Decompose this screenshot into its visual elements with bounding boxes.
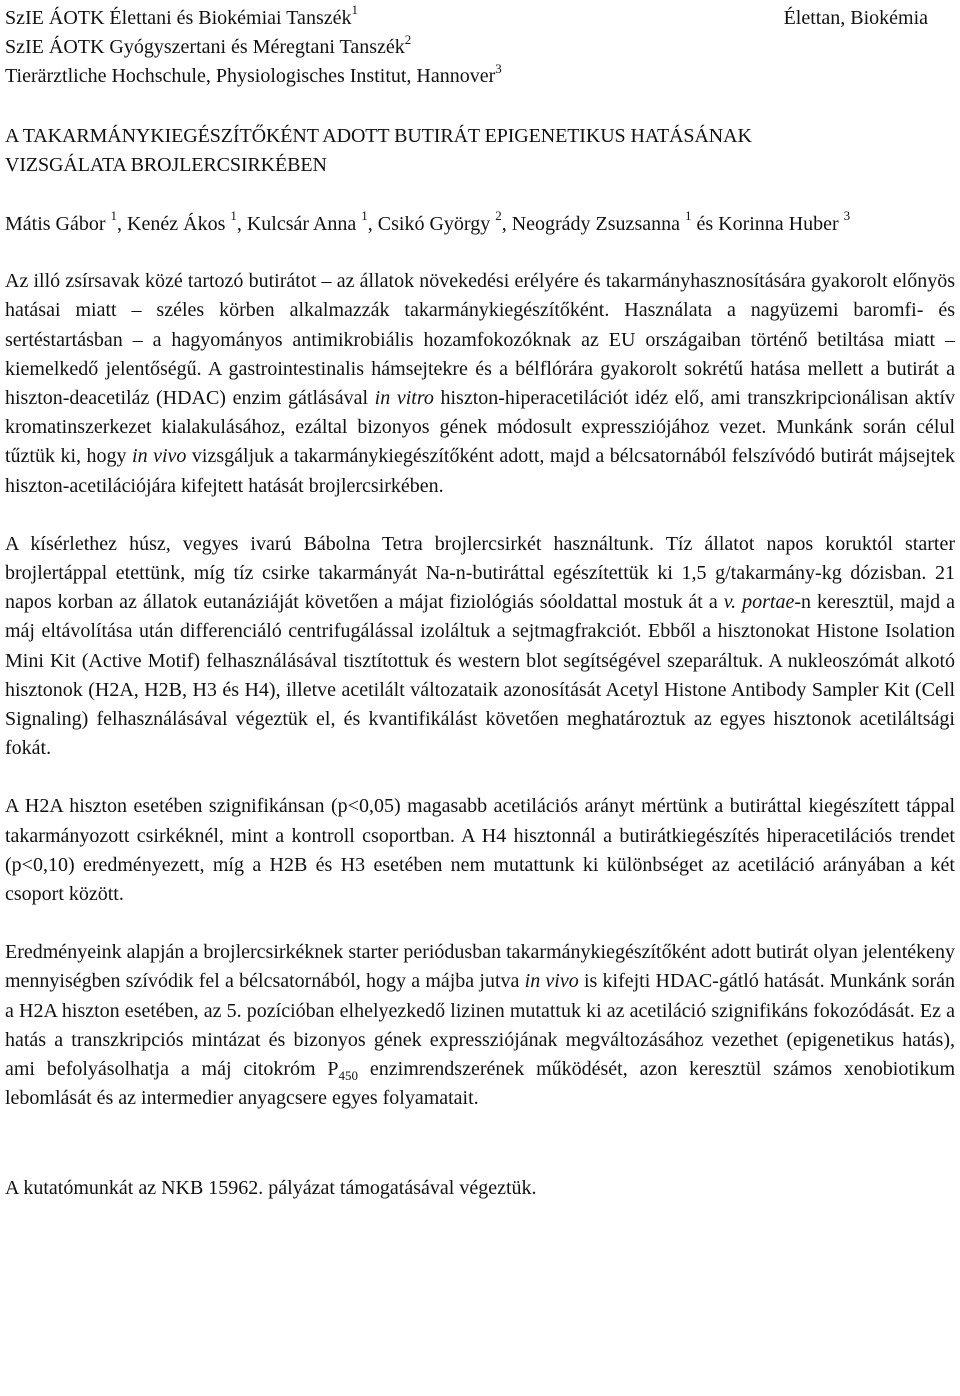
paragraph-conclusion: Eredményeink alapján a brojlercsirkéknek starter periódusban takarmánykiegészítőként adott butirát olyan jelentékeny mennyiségben szívódik fel a bélcsatornából, hogy a májba jutva in vivo is kifejti HDAC-gátló hatását. Munkánk során a H2A hiszton esetében, az 5. pozícióban elhelyezkedő lizinen mutattuk ki az acetiláció szignifikáns fokozódását. Ez a hatás a transzkripciós mintázat és bizonyos gének expressziójának megváltozásához vezethet (epigenetikus hatás), ami befolyásolhatja a máj citokróm $P_{450}$ enzimrendszerének működését, azon keresztül számos xenobiotikum lebomlását és az intermedier anyagcsere egyes folyamatait. xyxy=(5,941,956,1110)
author-list: Mátis Gábor $^1$, Kenéz Ákos $^1$, Kulcsár Anna $^1$, Csikó György $^2$, Neogrády Zsuzsanna $^1$ és Korinna Huber $^3$ xyxy=(5,208,851,236)
affiliation-2: SzIE ÁOTK Gyógyszertani és Méregtani Tanszék$^2$ xyxy=(5,31,412,59)
paragraph-introduction: Az illó zsírsavak közé tartozó butirátot – az állatok növekedési erélyére és takarmányhasznosítására gyakorolt előnyös hatásai miatt – széles körben alkalmazzák takarmánykiegészítőként. Használata a nagyüzemi baromfi- és sertéstartásban – a hagyományos antimikrobiális hozamfokozóknak az EU országaiban történő betiltása miatt – kiemelkedő jelentőségű. A gastrointestinalis hámsejtekre és a bélflórára gyakorolt sokrétű hatása mellett a butirát a hiszton-deacetiláz (HDAC) enzim gátlásával in vitro hiszton-hiperacetilációt idéz elő, ami transzkripcionálisan aktív kromatinszerkezet kialakulásához, ezáltal bizonyos gének módosult expressziójához vezet. Munkánk során célul tűztük ki, hogy in vivo vizsgáljuk a takarmánykiegészítőként adott, majd a bélcsatornából felszívódó butirát májsejtek hiszton-acetilációjára kifejtett hatását brojlercsirkében. xyxy=(5,270,956,497)
affiliation-3: Tierärztliche Hochschule, Physiologisches Institut, Hannover$^3$ xyxy=(5,60,502,88)
paragraph-methods: A kísérlethez húsz, vegyes ivarú Bábolna Tetra brojlercsirkét használtunk. Tíz állatot napos koruktól starter brojlertáppal etettünk, míg tíz csirke takarmányát Na-n-butiráttal egészítettük ki 1,5 g/takarmány-kg dózisban. 21 napos korban az állatok eutanáziáját követően a májat fiziológiás sóoldattal mostuk át a v. portae-n keresztül, majd a máj eltávolítása után differenciáló centrifugálással izoláltuk a sejtmagfrakciót. Ebből a hisztonokat Histone Isolation Mini Kit (Active Motif) felhasználásával tisztítottuk és western blot segítségével szeparáltuk. A nukleoszómát alkotó hisztonok (H2A, H2B, H3 és H4), illetve acetilált változataik azonosítását Acetyl Histone Antibody Sampler Kit (Cell Signaling) felhasználásával végeztük el, és kvantifikálást követően meghatároztuk az egyes hisztonok acetiláltsági fokát. xyxy=(5,532,956,760)
term-in-vitro: in vitro xyxy=(374,387,434,410)
p450-subscript: 450 xyxy=(338,1068,359,1084)
field-label: Élettan, Biokémia xyxy=(783,7,928,29)
author-conjunction: és Korinna xyxy=(696,213,784,236)
affiliation-2-mark: 2 xyxy=(404,31,412,47)
acknowledgement: A kutatómunkát az NKB 15962. pályázat támogatásával végeztük. xyxy=(5,1176,537,1199)
affiliation-3-mark: 3 xyxy=(495,60,502,76)
term-vena-portae: v. portae xyxy=(723,591,795,614)
author-6: Huber xyxy=(788,213,839,236)
affiliations-header xyxy=(5,4,955,92)
affiliation-1-mark: 1 xyxy=(351,2,358,18)
title-line-1: A TAKARMÁNYKIEGÉSZÍTŐKÉNT ADOTT BUTIRÁT EPIGENETIKUS HATÁSÁNAK xyxy=(5,124,752,147)
author-4: Csikó György xyxy=(377,213,491,236)
author-2: Kenéz Ákos xyxy=(127,213,226,236)
affiliation-1: SzIE ÁOTK Élettani és Biokémiai Tanszék$^1$ xyxy=(5,2,358,29)
document-page xyxy=(5,0,955,1203)
author-5: Neogrády Zsuzsanna xyxy=(511,213,680,236)
author-1: Mátis Gábor xyxy=(5,213,106,236)
term-in-vivo: in vivo xyxy=(132,445,187,468)
title-line-2: VIZSGÁLATA BROJLERCSIRKÉBEN xyxy=(5,153,327,176)
author-3: Kulcsár Anna xyxy=(246,213,357,236)
paragraph-results: A H2A hiszton esetében szignifikánsan (p<0,05) magasabb acetilációs arányt mértünk a butiráttal kiegészített táppal takarmányozott csirkéknél, mint a kontroll csoportban. A H4 hisztonnál a butirátkiegészítés hiperacetilációs trendet (p<0,10) eredményezett, míg a H2B és H3 esetében nem mutattunk ki különbséget az acetiláció arányában a két csoport között. xyxy=(5,795,955,906)
term-in-vivo-2: in vivo xyxy=(524,970,579,993)
paper-title xyxy=(5,122,955,180)
